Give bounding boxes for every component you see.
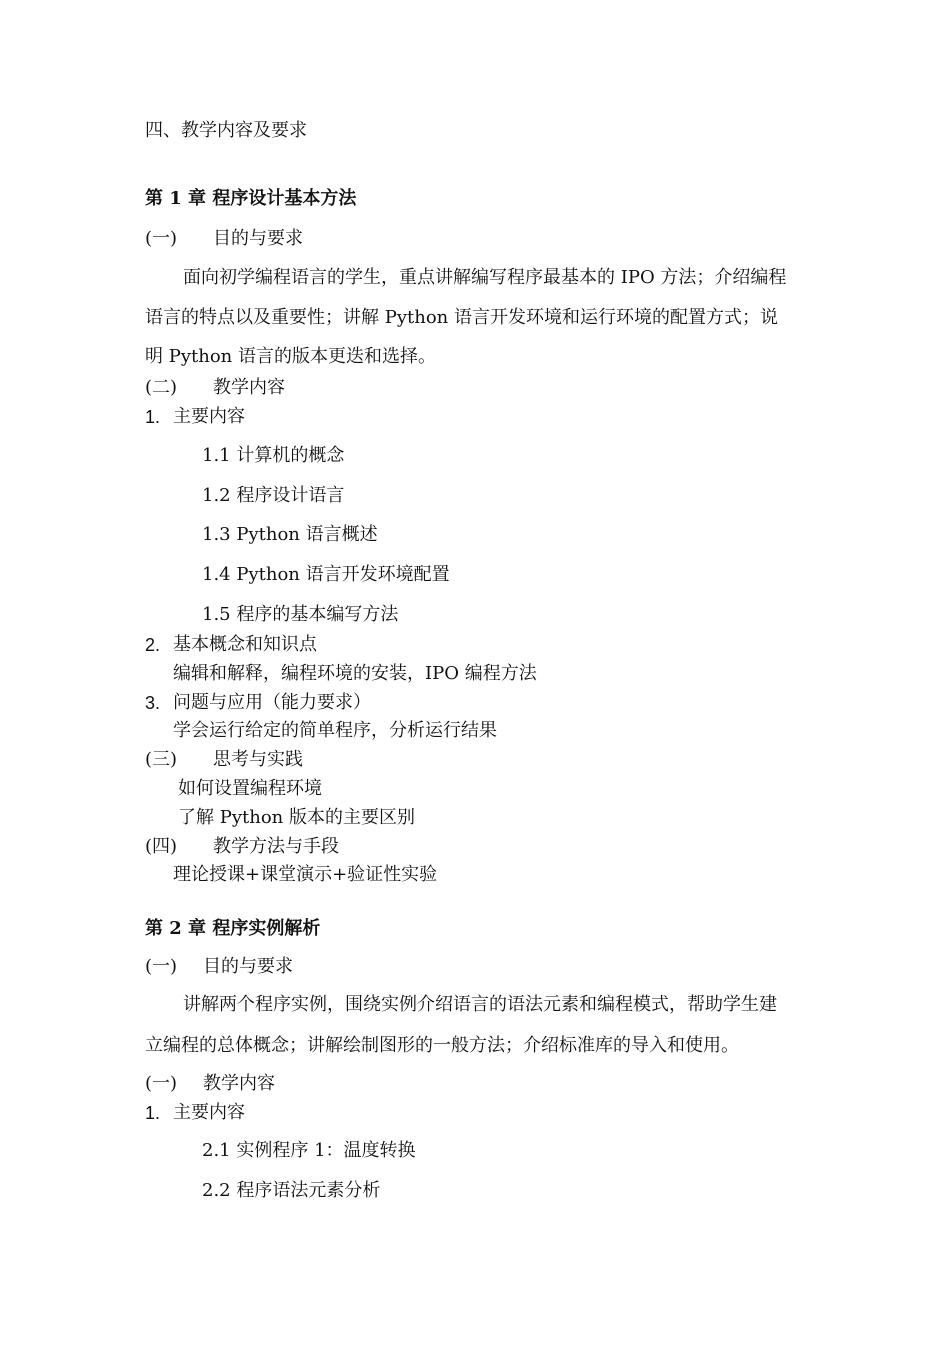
ch1-s1-marker: (一) [145, 228, 178, 249]
ch2-sub-item: 2.1 实例程序 1：温度转换 [202, 1140, 416, 1161]
chapter-1-title: 第 1 章 程序设计基本方法 [145, 188, 357, 209]
ch1-item-1-title: 主要内容 [173, 406, 245, 427]
ch1-s3-line-2: 了解 Python 版本的主要区别 [178, 807, 415, 828]
ch1-s4-marker: (四) [145, 836, 178, 857]
ch1-item-3-title: 问题与应用（能力要求） [173, 692, 371, 713]
ch2-item-1-title: 主要内容 [173, 1102, 245, 1123]
ch1-item-2-number: 2. [145, 635, 161, 655]
ch1-s3-line-1: 如何设置编程环境 [178, 778, 322, 799]
ch1-item-2-title: 基本概念和知识点 [173, 634, 317, 655]
ch1-sub-item: 1.5 程序的基本编写方法 [202, 604, 399, 625]
ch2-s2-marker: (一) [145, 1073, 178, 1094]
ch1-para-line-1: 面向初学编程语言的学生，重点讲解编写程序最基本的 IPO 方法；介绍编程 [183, 267, 787, 288]
ch2-s1-title: 目的与要求 [203, 956, 293, 977]
ch2-sub-item: 2.2 程序语法元素分析 [202, 1180, 381, 1201]
ch2-item-1-number: 1. [145, 1103, 161, 1123]
ch1-item-3-number: 3. [145, 693, 161, 713]
ch1-para-line-3: 明 Python 语言的版本更迭和选择。 [145, 346, 436, 367]
ch2-para-line-2: 立编程的总体概念；讲解绘制图形的一般方法；介绍标准库的导入和使用。 [145, 1035, 739, 1056]
ch1-item-3-text: 学会运行给定的简单程序，分析运行结果 [173, 720, 497, 741]
chapter-2-title: 第 2 章 程序实例解析 [145, 918, 321, 939]
ch1-sub-item: 1.4 Python 语言开发环境配置 [202, 564, 450, 585]
ch1-s3-marker: (三) [145, 749, 178, 770]
ch1-s3-title: 思考与实践 [213, 749, 303, 770]
ch1-sub-item: 1.1 计算机的概念 [202, 445, 345, 466]
ch1-sub-item: 1.3 Python 语言概述 [202, 524, 378, 545]
ch2-s1-marker: (一) [145, 956, 178, 977]
ch2-para-line-1: 讲解两个程序实例，围绕实例介绍语言的语法元素和编程模式，帮助学生建 [183, 994, 777, 1015]
ch2-s2-title: 教学内容 [203, 1073, 275, 1094]
ch1-sub-item: 1.2 程序设计语言 [202, 485, 345, 506]
ch1-s2-title: 教学内容 [213, 377, 285, 398]
ch1-s4-title: 教学方法与手段 [213, 836, 339, 857]
ch1-item-2-text: 编辑和解释，编程环境的安装，IPO 编程方法 [173, 663, 537, 684]
ch1-s1-title: 目的与要求 [213, 228, 303, 249]
ch1-item-1-number: 1. [145, 407, 161, 427]
ch1-s2-marker: (二) [145, 377, 178, 398]
section-heading: 四、教学内容及要求 [145, 120, 307, 141]
ch1-s4-text: 理论授课+课堂演示+验证性实验 [173, 864, 438, 885]
ch1-para-line-2: 语言的特点以及重要性；讲解 Python 语言开发环境和运行环境的配置方式；说 [145, 307, 778, 328]
